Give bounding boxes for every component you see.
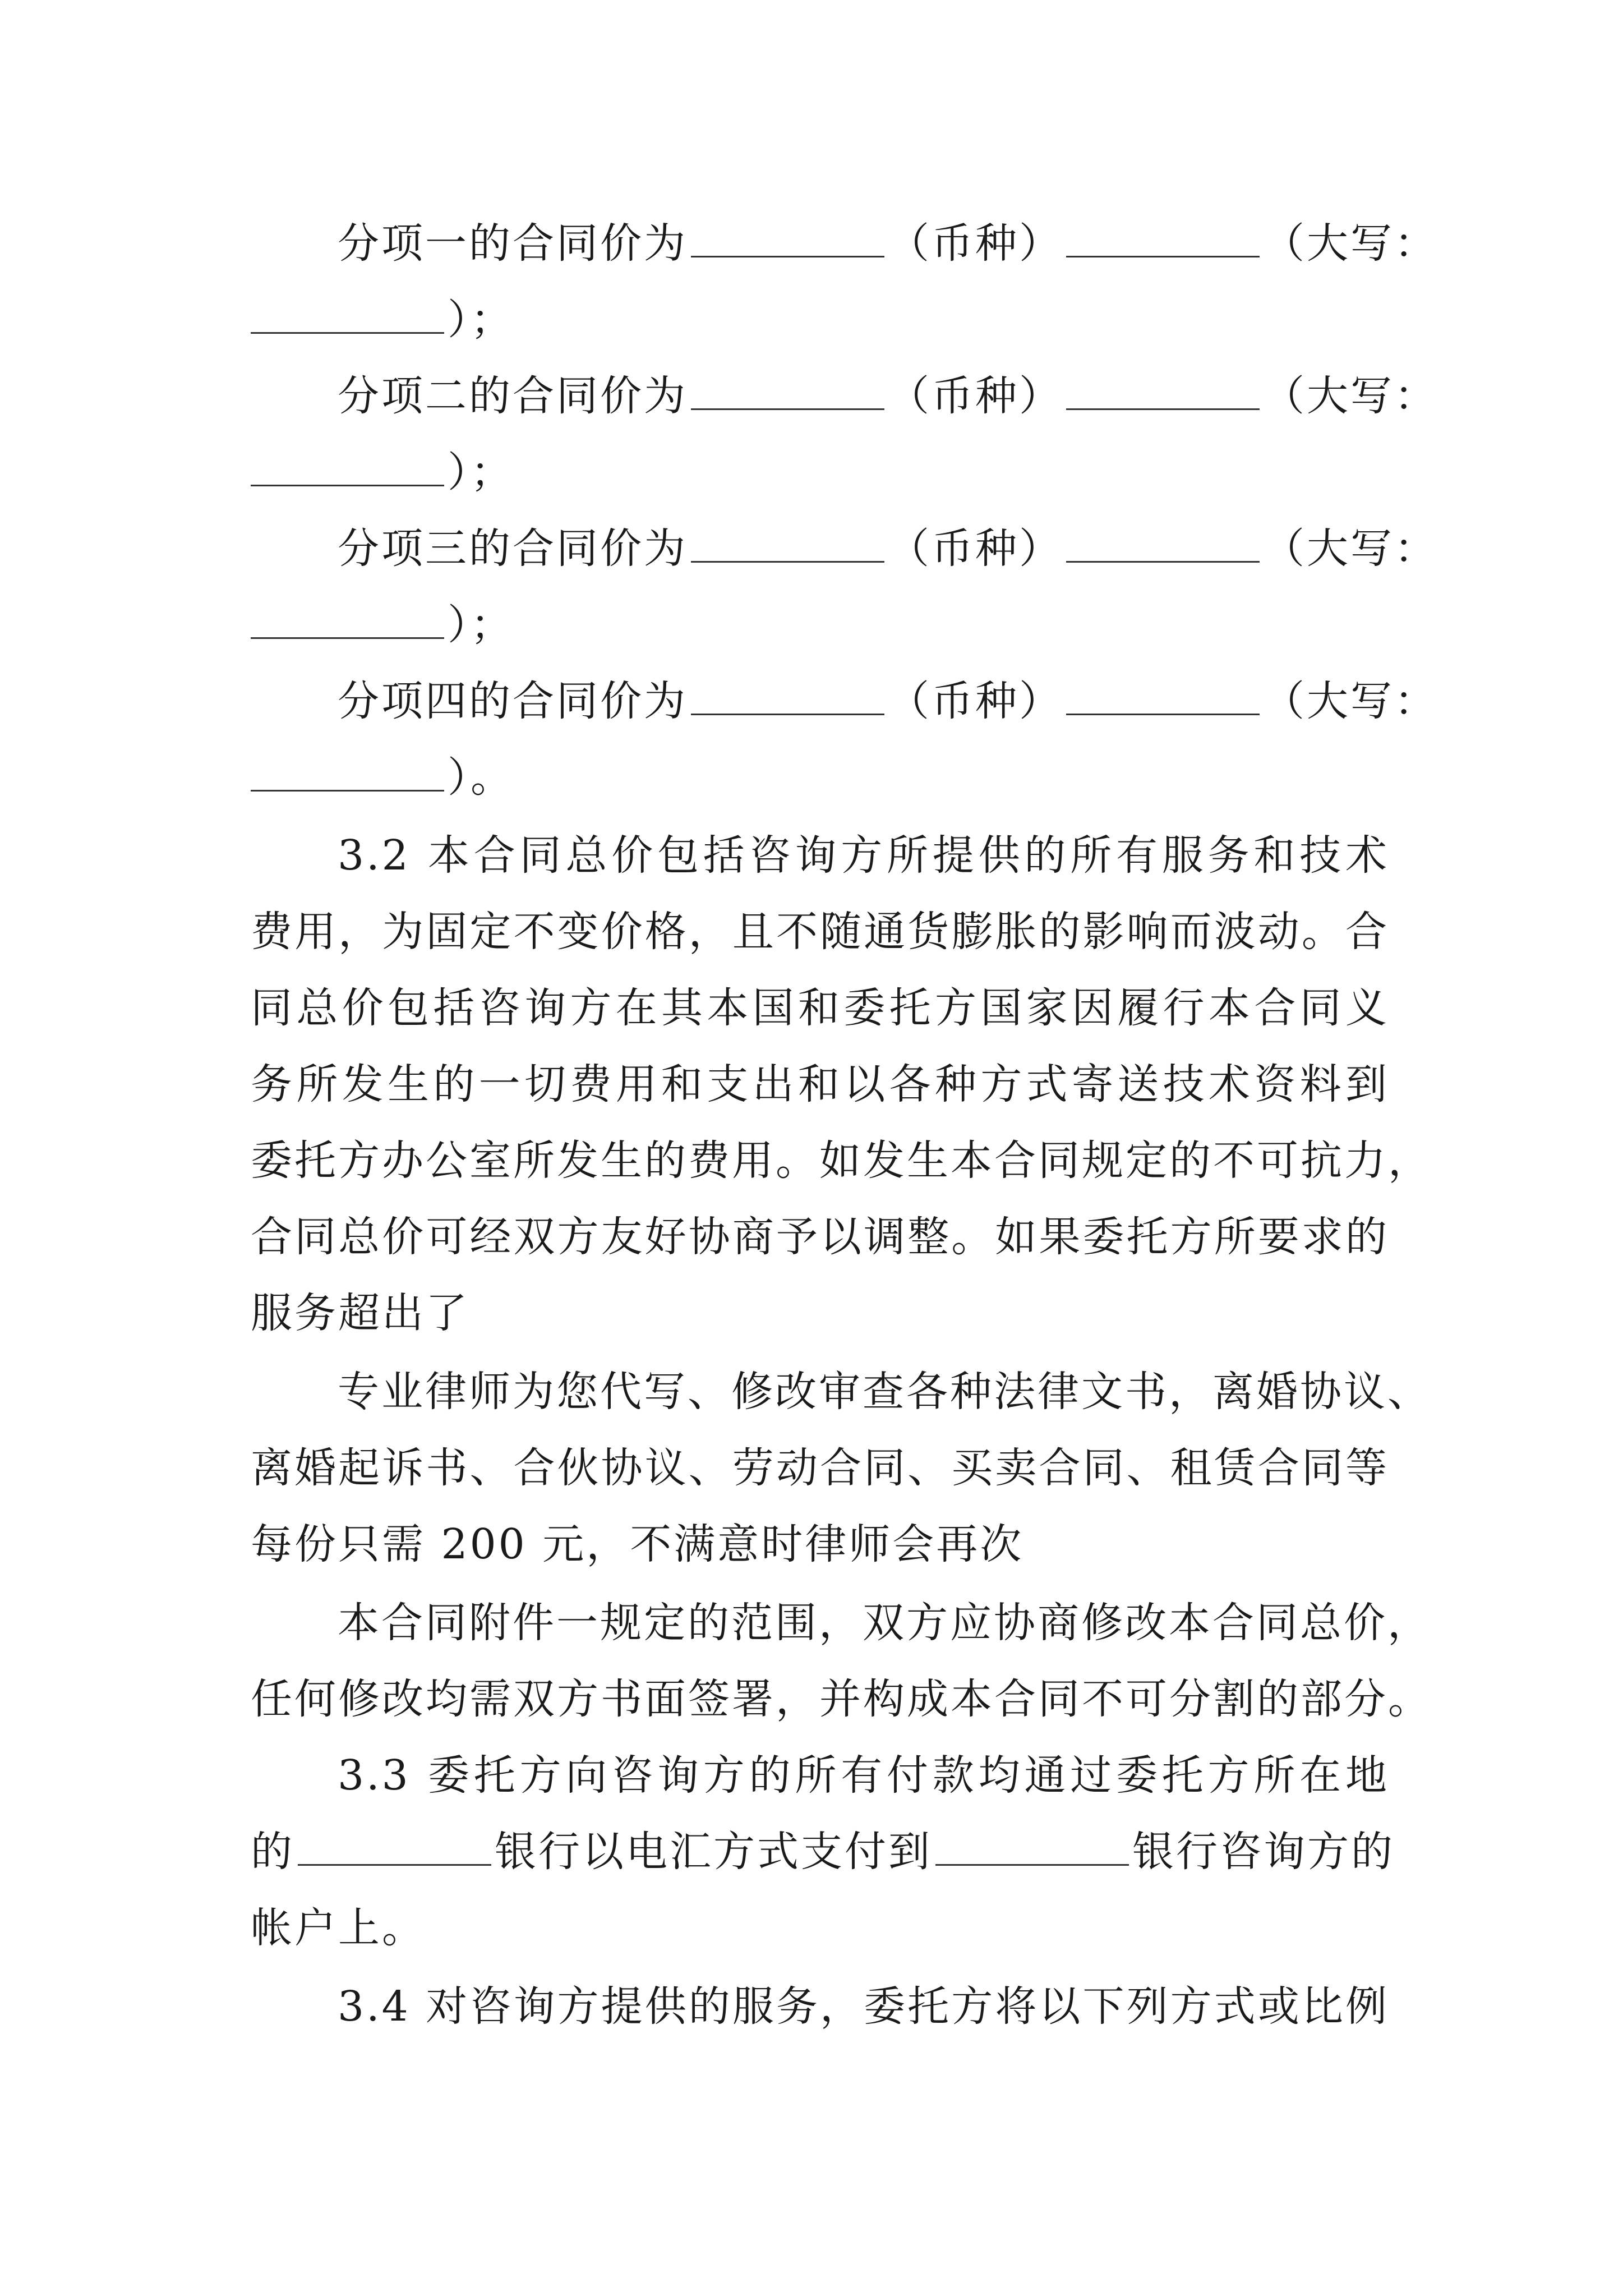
bank-blank[interactable] [935,1825,1129,1866]
item-2-currency: （币种） [888,372,1063,420]
capital-blank[interactable] [251,598,444,639]
clause-3-3-line-2 [251,1818,1395,1885]
item-3-capital: （大写： [1263,524,1438,573]
item-2-end: ）； [448,448,514,496]
capital-blank[interactable] [251,445,444,486]
item-4-prefix: 分项四的合同价为 [338,677,688,725]
item-1-prefix: 分项一的合同价为 [338,219,688,268]
amount-blank[interactable] [1066,522,1260,563]
clause-3-2-line-4: 务所发生的一切费用和支出和以各种方式寄送技术资料到 [251,1060,1389,1108]
amount-blank[interactable] [1066,369,1260,410]
item-4-line [338,668,1438,735]
capital-blank[interactable] [251,293,444,334]
clause-3-4-line-1: 3.4 对咨询方提供的服务，委托方将以下列方式或比例 [338,1982,1389,2031]
amount-blank[interactable] [691,369,884,410]
clause-3-3-line-3: 帐户上。 [251,1904,426,1952]
ad-line-3: 每份只需 200 元，不满意时律师会再次 [251,1520,1024,1568]
continuation-line-2: 任何修改均需双方书面签署，并构成本合同不可分割的部分。 [251,1675,1432,1723]
item-2-line [338,362,1438,430]
item-3-line [338,515,1438,582]
bank-blank[interactable] [298,1825,491,1866]
item-4-end: ）。 [448,753,514,802]
continuation-line-1: 本合同附件一规定的范围，双方应协商修改本合同总价， [338,1599,1431,1647]
clause-3-3-de: 的 [251,1828,294,1876]
item-1-currency: （币种） [888,219,1063,268]
capital-blank[interactable] [251,751,444,792]
clause-3-2-line-1: 3.2 本合同总价包括咨询方所提供的所有服务和技术 [338,831,1389,880]
item-2-capital: （大写： [1263,372,1438,420]
item-3-end: ）； [448,601,514,649]
clause-3-3-mid: 银行以电汇方式支付到 [495,1828,932,1876]
clause-3-3-line-1: 3.3 委托方向咨询方的所有付款均通过委托方所在地 [338,1751,1389,1800]
amount-blank[interactable] [691,674,884,715]
item-3-currency: （币种） [888,524,1063,573]
amount-blank[interactable] [1066,674,1260,715]
amount-blank[interactable] [1066,217,1260,257]
item-4-capital: （大写： [1263,677,1438,725]
clause-3-2-line-3: 同总价包括咨询方在其本国和委托方国家因履行本合同义 [251,984,1389,1032]
item-3-cont [251,591,1389,659]
clause-3-3-end: 银行咨询方的 [1132,1828,1395,1876]
item-1-capital: （大写： [1263,219,1438,268]
clause-3-2-line-6: 合同总价可经双方友好协商予以调整。如果委托方所要求的 [251,1213,1389,1261]
item-2-prefix: 分项二的合同价为 [338,372,688,420]
item-1-end: ）； [448,296,514,344]
item-4-currency: （币种） [888,677,1063,725]
amount-blank[interactable] [691,522,884,563]
clause-3-2-line-5: 委托方办公室所发生的费用。如发生本合同规定的不可抗力， [251,1137,1432,1185]
clause-3-2-line-7: 服务超出了 [251,1289,469,1337]
item-1-cont [251,286,1389,353]
clause-3-2-line-2: 费用，为固定不变价格，且不随通货膨胀的影响而波动。合 [251,908,1389,956]
item-2-cont [251,439,1389,506]
item-4-cont [251,744,1389,811]
amount-blank[interactable] [691,217,884,257]
item-1-line [338,210,1438,277]
ad-line-2: 离婚起诉书、合伙协议、劳动合同、买卖合同、租赁合同等 [251,1444,1389,1492]
item-3-prefix: 分项三的合同价为 [338,524,688,573]
ad-line-1: 专业律师为您代写、修改审查各种法律文书，离婚协议、 [338,1368,1431,1416]
